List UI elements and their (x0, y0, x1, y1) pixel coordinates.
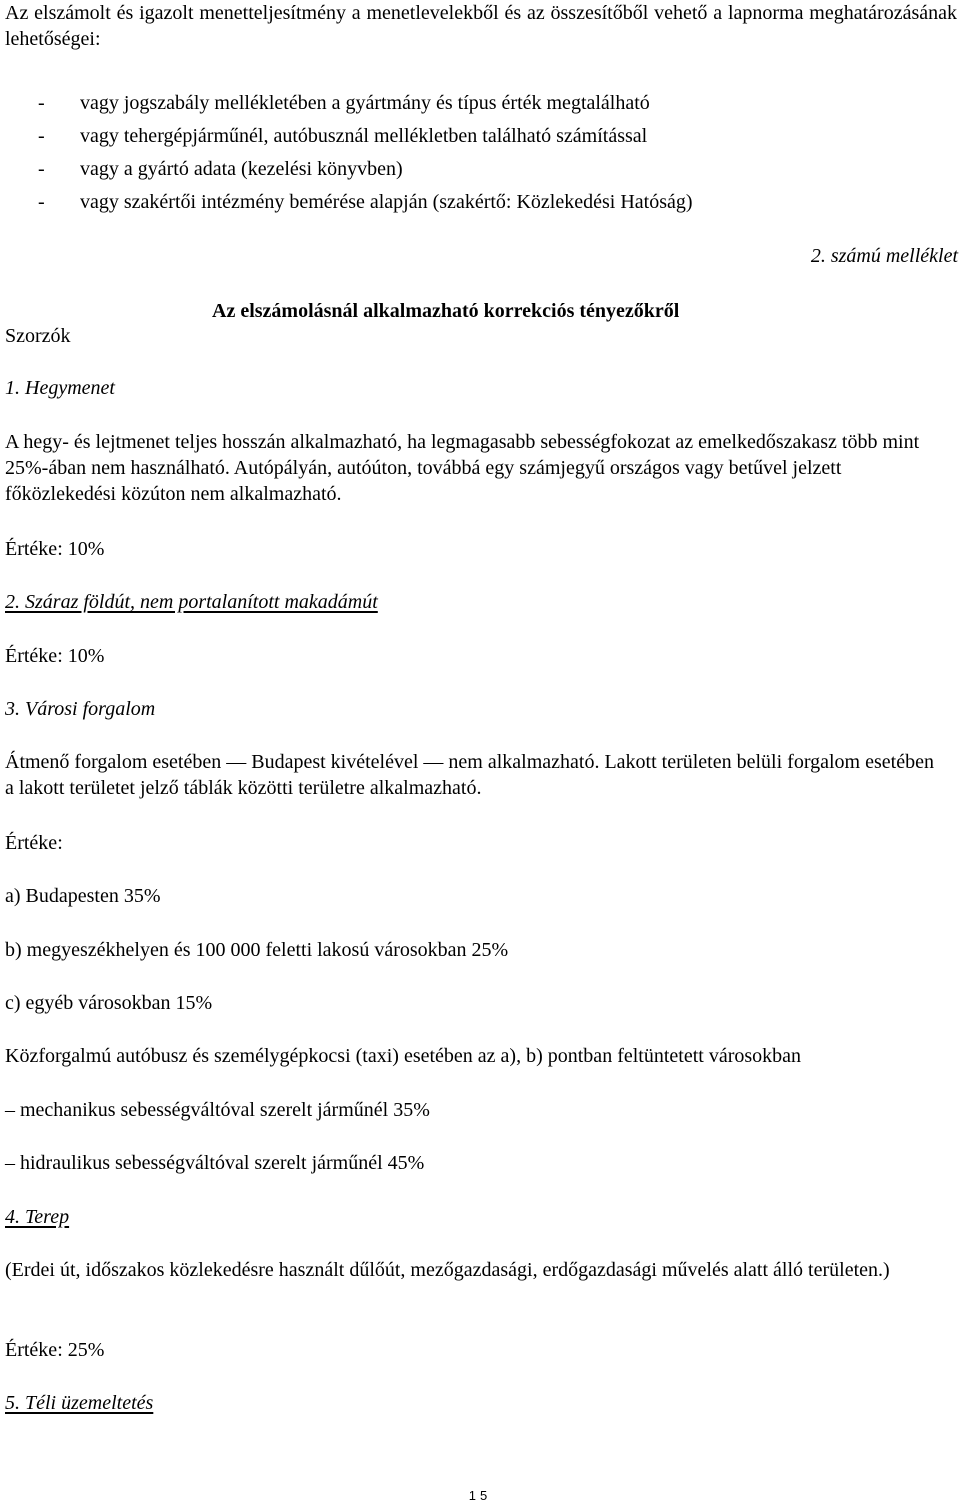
city-mechanical: – mechanikus sebességváltóval szerelt járműnél 35% (5, 1099, 430, 1121)
bullet-marker: - (38, 191, 45, 213)
bullet-marker: - (38, 158, 45, 180)
hill-heading: 1. Hegymenet (5, 377, 115, 399)
section-title: Az elszámolásnál alkalmazható korrekciós tényezőkről (212, 300, 680, 322)
bullet-text: vagy a gyártó adata (kezelési könyvben) (80, 158, 403, 180)
list-item (0, 123, 960, 149)
intro-paragraph: Az elszámolt és igazolt menetteljesítmény a menetlevelekből és az összesítőből vehető a lapnorma meghatározásának lehetőségei: (5, 2, 957, 50)
city-hydraulic: – hidraulikus sebességváltóval szerelt járműnél 45% (5, 1152, 425, 1174)
city-heading: 3. Városi forgalom (5, 698, 156, 720)
bullet-text: vagy jogszabály mellékletében a gyártmány és típus érték megtalálható (80, 92, 650, 114)
terrain-value: Értéke: 25% (5, 1339, 105, 1361)
multipliers-label: Szorzók (5, 325, 71, 347)
city-value-label: Értéke: (5, 832, 63, 854)
list-item (0, 156, 960, 182)
list-item (0, 90, 960, 116)
city-value-c: c) egyéb városokban 15% (5, 992, 213, 1014)
city-public-transport: Közforgalmú autóbusz és személygépkocsi (taxi) esetében az a), b) pontban feltüntetett városokban (5, 1045, 802, 1067)
city-paragraph: Átmenő forgalom esetében — Budapest kivételével — nem alkalmazható. Lakott területen belüli forgalom esetében a lakott területet jelző táblák közötti területre alkalmazható. (5, 751, 934, 799)
dirt-road-value: Értéke: 10% (5, 645, 105, 667)
city-value-b: b) megyeszékhelyen és 100 000 feletti lakosú városokban 25% (5, 939, 509, 961)
city-value-a: a) Budapesten 35% (5, 885, 161, 907)
annex-label: 2. számú melléklet (810, 245, 958, 267)
bullet-text: vagy tehergépjárműnél, autóbusznál mellékletben található számítással (80, 125, 648, 147)
bullet-text: vagy szakértői intézmény bemérése alapján (szakértő: Közlekedési Hatóság) (80, 191, 693, 213)
dirt-road-heading: 2. Száraz földút, nem portalanított makadámút (5, 591, 378, 613)
hill-value: Értéke: 10% (5, 538, 105, 560)
page-number: 15 (468, 1488, 492, 1503)
terrain-heading: 4. Terep (5, 1206, 70, 1228)
bullet-marker: - (38, 92, 45, 114)
bullet-marker: - (38, 125, 45, 147)
winter-heading: 5. Téli üzemeltetés (5, 1392, 154, 1414)
terrain-paragraph: (Erdei út, időszakos közlekedésre használt dűlőút, mezőgazdasági, erdőgazdasági művelés alatt álló területen.) (5, 1259, 890, 1281)
list-item (0, 189, 960, 215)
hill-paragraph: A hegy- és lejtmenet teljes hosszán alkalmazható, ha legmagasabb sebességfokozat az emelkedőszakasz több mint 25%-ában nem használható. Autópályán, autóúton, továbbá egy számjegyű országos vagy betűvel jelzett főközlekedési közúton nem alkalmazható. (5, 431, 920, 505)
